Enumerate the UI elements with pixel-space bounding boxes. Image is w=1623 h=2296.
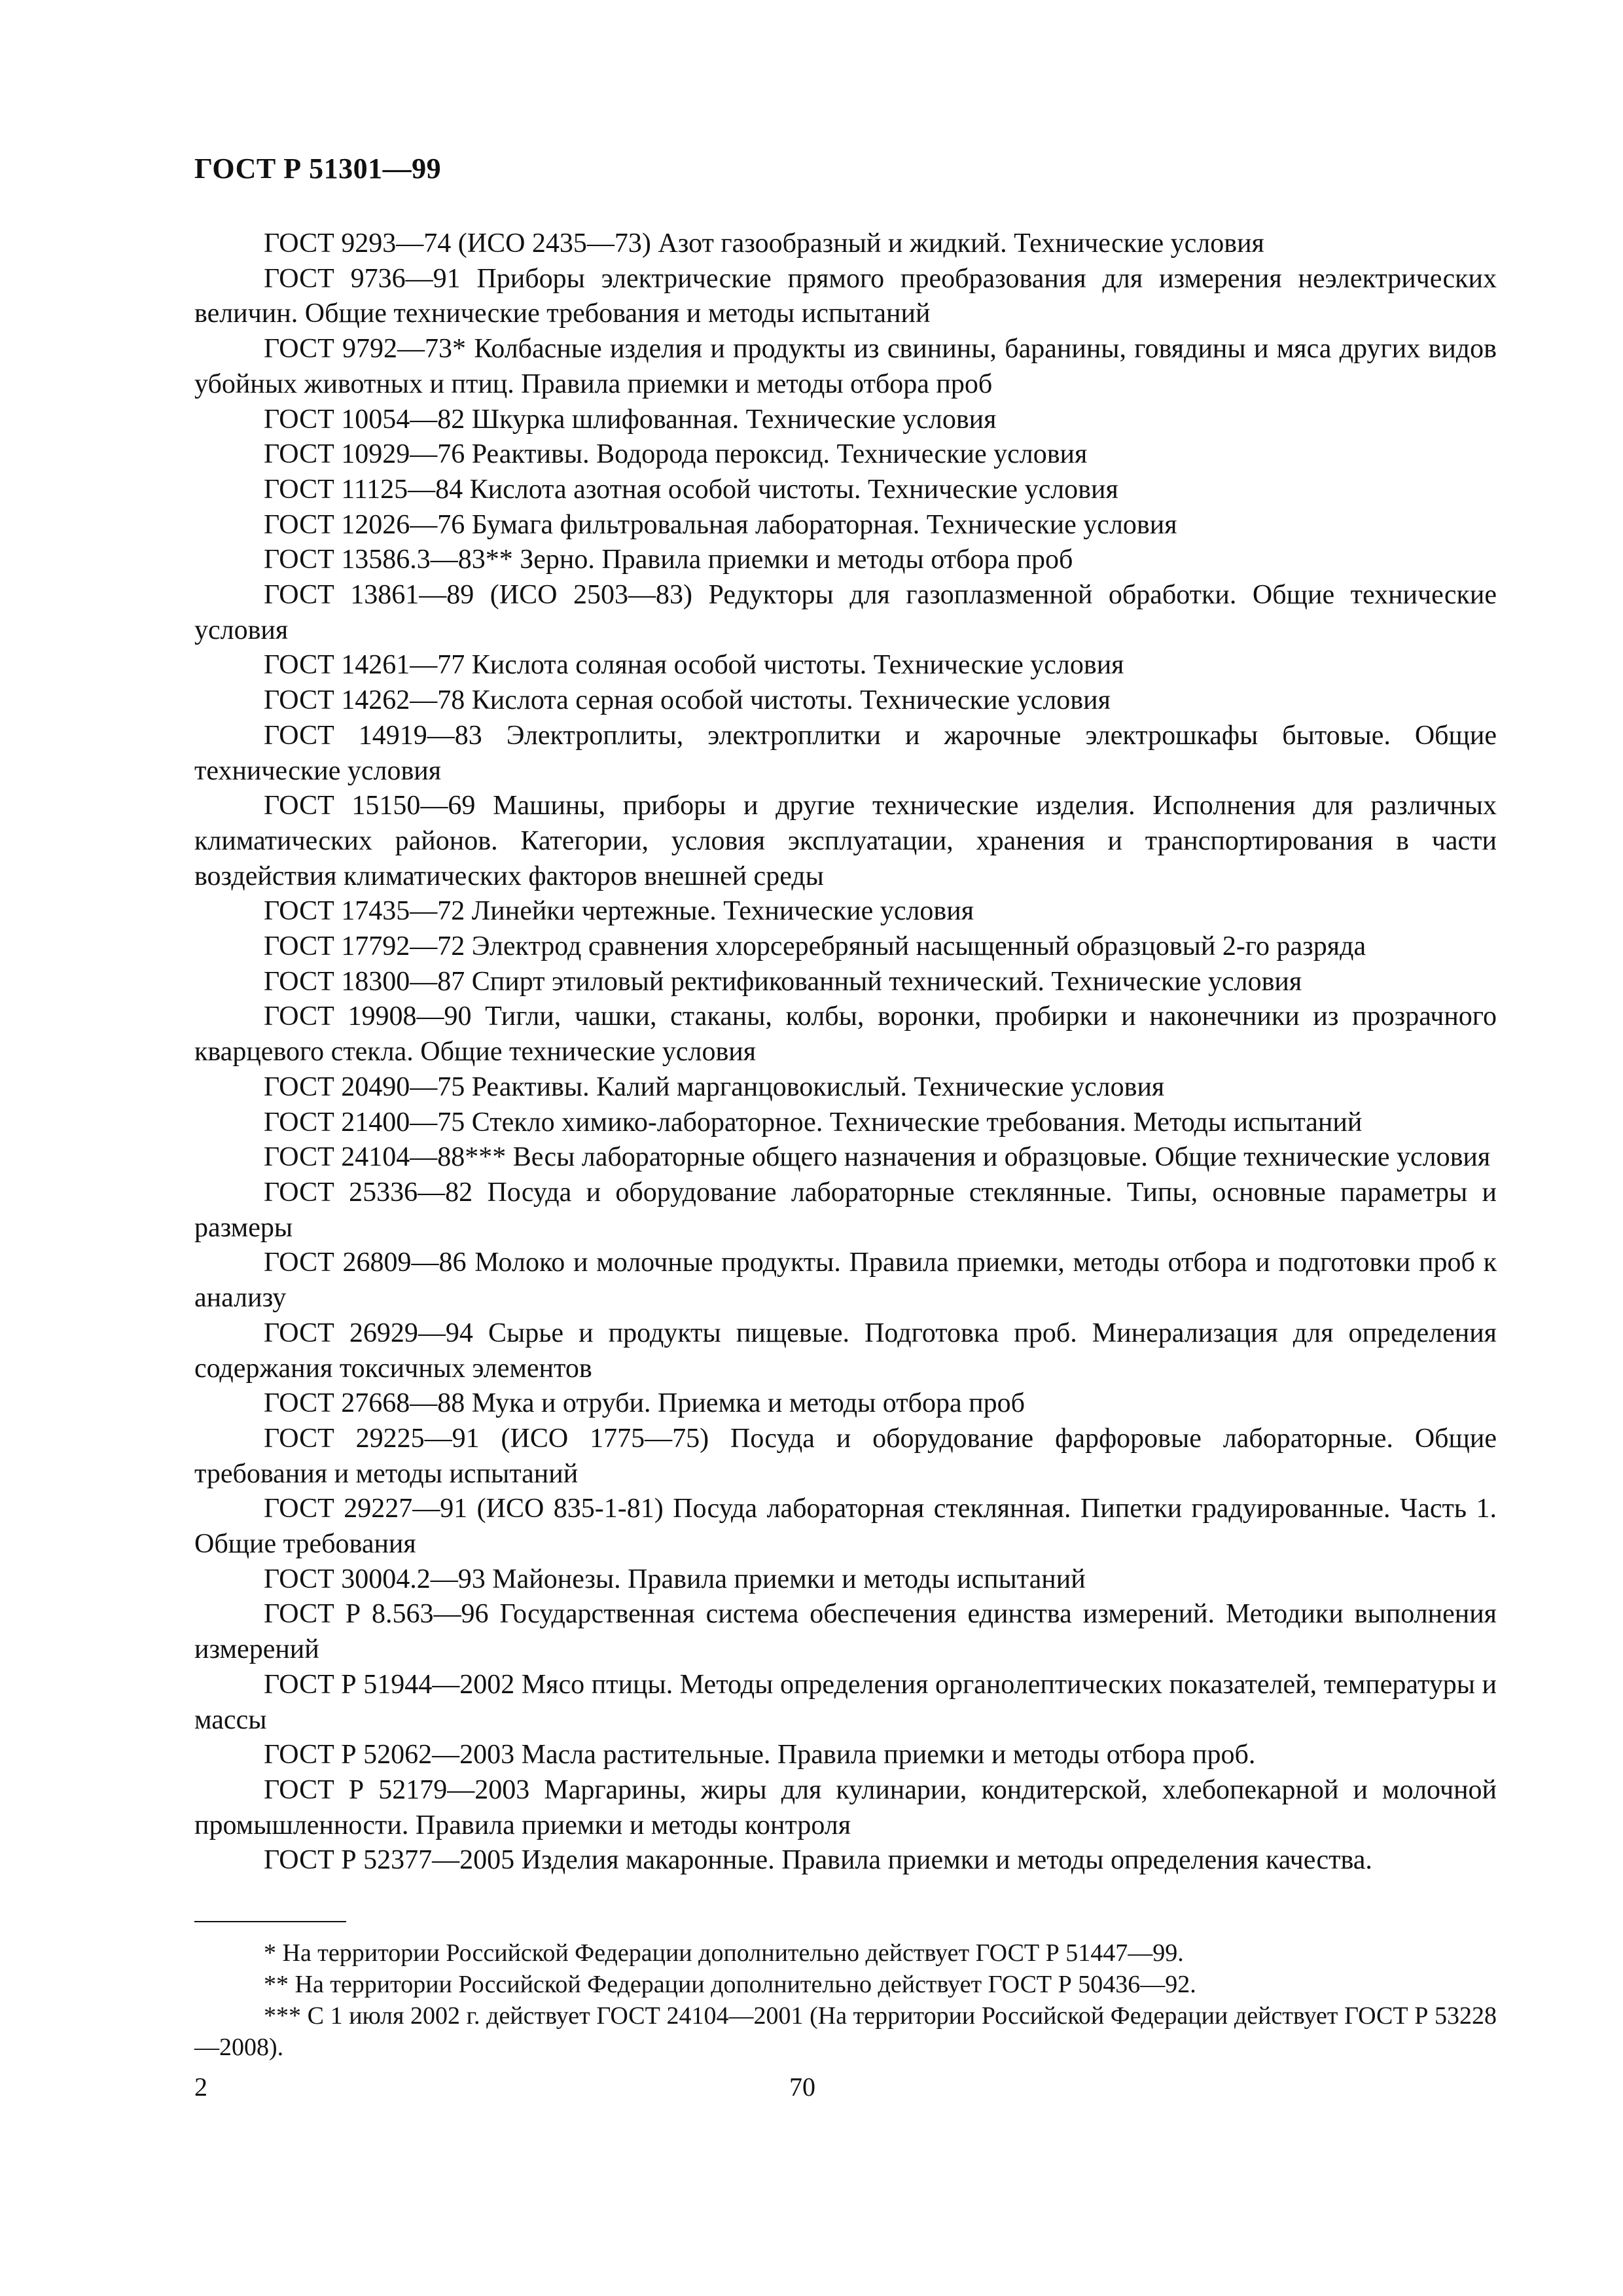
reference-entry [194,403,1497,438]
reference-title: Реактивы. Водорода пероксид. Технические условия [471,439,1088,470]
reference-title: Весы лабораторные общего назначения и образцовые. Общие технические условия [512,1142,1491,1173]
reference-title: Линейки чертежные. Технические условия [471,896,974,927]
reference-title: Редукторы для газоплазменной обработки. Общие технические условия [194,580,1497,645]
reference-code: ГОСТ 20490—75 [264,1071,465,1102]
reference-code: ГОСТ 10929—76 [264,439,465,470]
reference-entry [194,437,1497,473]
reference-entry [194,1843,1497,1878]
reference-code: ГОСТ 27668—88 [264,1388,465,1419]
reference-entry [194,1105,1497,1141]
reference-entry [194,262,1497,332]
reference-code: ГОСТ 13861—89 (ИСО 2503—83) [264,580,692,611]
reference-entry [194,1597,1497,1667]
reference-title: Майонезы. Правила приемки и методы испытаний [492,1564,1086,1594]
reference-entry [194,1492,1497,1562]
reference-title: Тигли, чашки, стаканы, колбы, воронки, пробирки и наконечники из прозрачного кварцевого стекла. Общие технические условия [194,1001,1497,1067]
reference-title: Изделия макаронные. Правила приемки и методы определения качества. [521,1845,1372,1876]
reference-entry [194,719,1497,789]
reference-entry [194,1422,1497,1492]
reference-code: ГОСТ Р 51944—2002 [264,1669,515,1700]
reference-code: ГОСТ 25336—82 [264,1177,473,1208]
reference-title: Сырье и продукты пищевые. Подготовка проб. Минерализация для определения содержания токсичных элементов [194,1318,1497,1384]
footnotes [194,1937,1497,2063]
scan-page-number: 70 [789,2072,815,2102]
reference-entry [194,683,1497,719]
reference-entry [194,473,1497,508]
reference-code: ГОСТ 29225—91 (ИСО 1775—75) [264,1423,709,1454]
reference-code: ГОСТ Р 52179—2003 [264,1774,530,1805]
reference-entry [194,578,1497,648]
reference-code: ГОСТ 29227—91 (ИСО 835-1-81) [264,1494,664,1524]
reference-title: Маргарины, жиры для кулинарии, кондитерской, хлебопекарной и молочной промышленности. Правила приемки и методы контроля [194,1774,1497,1840]
reference-title: Азот газообразный и жидкий. Технические условия [658,228,1264,259]
footnote: *** С 1 июля 2002 г. действует ГОСТ 24104—2001 (На территории Российской Федерации действует ГОСТ Р 53228—2008). [194,2002,1497,2061]
reference-title: Машины, приборы и другие технические изделия. Исполнения для различных климатических районов. Категории, условия эксплуатации, хранения и транспортирования в части воздействия климатических факторов внешней среды [194,791,1497,891]
reference-title: Электроплиты, электроплитки и жарочные электрошкафы бытовые. Общие технические условия [194,720,1497,786]
reference-entry [194,1070,1497,1105]
reference-title: Кислота азотная особой чистоты. Технические условия [469,474,1118,505]
reference-code: ГОСТ 12026—76 [264,509,465,540]
reference-code: ГОСТ 30004.2—93 [264,1564,486,1594]
reference-title: Электрод сравнения хлорсеребряный насыщенный образцовый 2-го разряда [471,931,1366,962]
reference-title: Зерно. Правила приемки и методы отбора проб [520,545,1073,575]
reference-title: Мясо птицы. Методы определения органолептических показателей, температуры и массы [194,1669,1497,1735]
reference-title: Кислота соляная особой чистоты. Технические условия [471,650,1124,681]
reference-entry [194,1246,1497,1316]
reference-entry [194,1738,1497,1773]
reference-title: Шкурка шлифованная. Технические условия [471,404,997,435]
reference-code: ГОСТ 15150—69 [264,791,476,821]
reference-code: ГОСТ Р 8.563—96 [264,1599,489,1630]
reference-entry [194,929,1497,965]
reference-entry [194,1773,1497,1843]
reference-title: Кислота серная особой чистоты. Технические условия [471,685,1111,716]
reference-title: Посуда и оборудование фарфоровые лабораторные. Общие требования и методы испытаний [194,1423,1497,1489]
document-header: ГОСТ Р 51301—99 [194,152,442,185]
reference-title: Посуда лабораторная стеклянная. Пипетки градуированные. Часть 1. Общие требования [194,1494,1497,1560]
reference-entry [194,332,1497,402]
reference-code: ГОСТ 11125—84 [264,474,463,505]
reference-title: Бумага фильтровальная лабораторная. Технические условия [471,509,1177,540]
reference-title: Колбасные изделия и продукты из свинины, баранины, говядины и мяса других видов убойных животных и птиц. Правила приемки и методы отбора проб [194,334,1497,399]
reference-code: ГОСТ 19908—90 [264,1001,472,1032]
reference-code: ГОСТ 9792—73* [264,334,467,365]
reference-entry [194,999,1497,1069]
reference-title: Молоко и молочные продукты. Правила приемки, методы отбора и подготовки проб к анализу [194,1247,1497,1314]
reference-title: Посуда и оборудование лабораторные стеклянные. Типы, основные параметры и размеры [194,1177,1497,1243]
reference-entry [194,789,1497,894]
reference-code: ГОСТ 26929—94 [264,1318,473,1348]
reference-entry [194,1175,1497,1246]
reference-code: ГОСТ 18300—87 [264,966,465,997]
reference-entry [194,965,1497,1000]
reference-entry [194,1386,1497,1422]
page-number: 2 [194,2072,207,2102]
reference-code: ГОСТ 17792—72 [264,931,465,962]
reference-code: ГОСТ 14262—78 [264,685,465,716]
footnote: ** На территории Российской Федерации дополнительно действует ГОСТ Р 50436—92. [264,1971,1196,1998]
reference-entry [194,1562,1497,1598]
reference-code: ГОСТ 14919—83 [264,720,482,751]
reference-title: Мука и отруби. Приемка и методы отбора проб [471,1388,1025,1419]
reference-code: ГОСТ 26809—86 [264,1247,467,1278]
reference-entry [194,1668,1497,1738]
reference-code: ГОСТ 10054—82 [264,404,465,435]
reference-entry [194,543,1497,578]
reference-code: ГОСТ Р 52062—2003 [264,1740,515,1770]
reference-entry [194,1140,1497,1175]
reference-title: Спирт этиловый ректификованный технический. Технические условия [471,966,1302,997]
reference-code: ГОСТ 13586.3—83** [264,545,513,575]
reference-title: Реактивы. Калий марганцовокислый. Технические условия [471,1071,1165,1102]
footnote-separator [194,1921,346,1922]
reference-title: Масла растительные. Правила приемки и методы отбора проб. [521,1740,1256,1770]
reference-entry [194,226,1497,262]
reference-code: ГОСТ 14261—77 [264,650,465,681]
reference-title: Государственная система обеспечения единства измерений. Методики выполнения измерений [194,1599,1497,1665]
reference-code: ГОСТ 21400—75 [264,1107,465,1138]
reference-code: ГОСТ 24104—88*** [264,1142,507,1173]
reference-code: ГОСТ 17435—72 [264,896,465,927]
reference-entry [194,508,1497,543]
normative-references-list [194,226,1497,1878]
reference-title: Приборы электрические прямого преобразования для измерения неэлектрических величин. Общие технические требования и методы испытаний [194,263,1497,329]
footnote: * На территории Российской Федерации дополнительно действует ГОСТ Р 51447—99. [264,1939,1184,1967]
reference-title: Стекло химико-лабораторное. Технические требования. Методы испытаний [471,1107,1363,1138]
reference-code: ГОСТ Р 52377—2005 [264,1845,515,1876]
reference-entry [194,894,1497,929]
reference-code: ГОСТ 9736—91 [264,263,461,294]
reference-code: ГОСТ 9293—74 (ИСО 2435—73) [264,228,651,259]
reference-entry [194,648,1497,683]
reference-entry [194,1316,1497,1386]
